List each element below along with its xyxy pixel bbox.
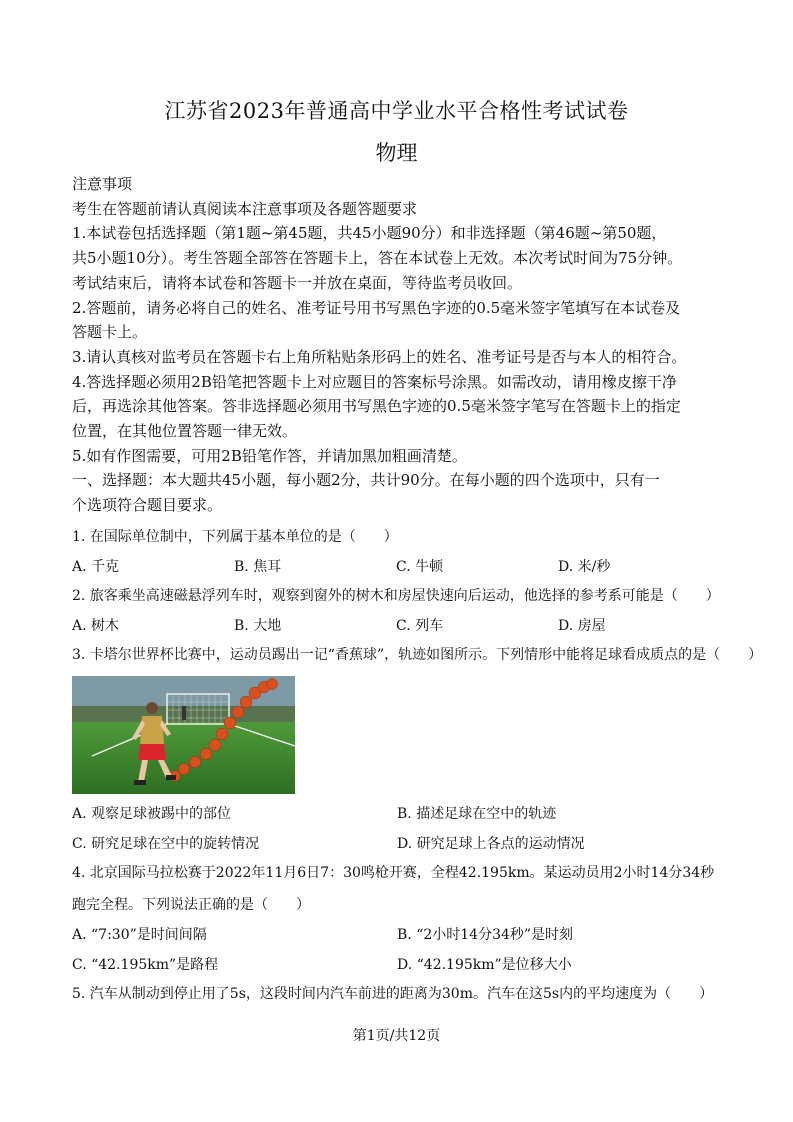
notes-line-10: 5.如有作图需要，可用2B铅笔作答，并请加黑加粗画清楚。 — [72, 446, 467, 465]
question-3-option-a[interactable]: A. 观察足球被踢中的部位 — [72, 805, 232, 822]
question-3-option-d[interactable]: D. 研究足球上各点的运动情况 — [397, 835, 585, 852]
notes-line-6: 3.请认真核对监考员在答题卡右上角所粘贴条形码上的姓名、准考证号是否与本人的相符合。 — [72, 347, 687, 366]
page-footer: 第1页/共12页 — [352, 1028, 441, 1044]
question-1-option-b[interactable]: B. 焦耳 — [234, 558, 282, 575]
notes-line-1: 1.本试卷包括选择题（第1题~第45题，共45小题90分）和非选择题（第46题~第50题， — [72, 224, 667, 243]
notes-line-4: 2.答题前，请务必将自己的姓名、准考证号用书写黑色字迹的0.5毫米签字笔填写在本试卷及 — [72, 298, 681, 317]
question-4-options-row-2 — [72, 955, 727, 975]
notes-line-9: 位置，在其他位置答题一律无效。 — [72, 422, 298, 441]
question-3-stem: 3. 卡塔尔世界杯比赛中，运动员踢出一记“香蕉球”，轨迹如图所示。下列情形中能将足球看成质点的是（ ） — [72, 646, 763, 663]
question-4-stem-line-1: 4. 北京国际马拉松赛于2022年11月6日7：30鸣枪开赛，全程42.195km。某运动员用2小时14分34秒 — [72, 864, 715, 881]
question-1-stem: 1. 在国际单位制中，下列属于基本单位的是（ ） — [72, 528, 398, 545]
notes-heading: 注意事项 — [72, 175, 133, 193]
question-2-options — [72, 616, 727, 636]
question-2-option-d[interactable]: D. 房屋 — [558, 617, 606, 634]
question-4-stem-line-2: 跑完全程。下列说法正确的是（ ） — [72, 896, 310, 913]
question-1-option-d[interactable]: D. 米/秒 — [558, 558, 611, 575]
question-5-stem: 5. 汽车从制动到停止用了5s，这段时间内汽车前进的距离为30m。汽车在这5s内的平均速度为（ ） — [72, 985, 714, 1002]
section-heading-line-1: 一、选择题：本大题共45小题，每小题2分，共计90分。在每小题的四个选项中，只有一 — [72, 471, 660, 490]
notes-line-2: 共5小题10分）。考生答题全部答在答题卡上，答在本试卷上无效。本次考试时间为75分钟。 — [72, 249, 683, 268]
notes-line-5: 答题卡上。 — [72, 323, 148, 342]
question-4-options-row-1 — [72, 925, 727, 945]
exam-title: 江苏省2023年普通高中学业水平合格性考试试卷 — [164, 99, 629, 123]
question-1-options — [72, 557, 727, 577]
question-3-option-b[interactable]: B. 描述足球在空中的轨迹 — [397, 805, 557, 822]
question-4-option-d[interactable]: D. “42.195km”是位移大小 — [397, 956, 572, 973]
question-4-option-b[interactable]: B. “2小时14分34秒”是时刻 — [397, 926, 574, 943]
notes-intro: 考生在答题前请认真阅读本注意事项及各题答题要求 — [72, 199, 418, 218]
banana-kick-photo — [72, 676, 295, 794]
question-2-option-b[interactable]: B. 大地 — [234, 617, 282, 634]
question-3-option-c[interactable]: C. 研究足球在空中的旋转情况 — [72, 835, 260, 852]
notes-line-8: 后，再选涂其他答案。答非选择题必须用书写黑色字迹的0.5毫米签字笔写在答题卡上的指定 — [72, 397, 681, 416]
question-2-stem: 2. 旅客乘坐高速磁悬浮列车时，观察到窗外的树木和房屋快速向后运动，他选择的参考系可能是（ ） — [72, 587, 720, 604]
section-heading-line-2: 个选项符合题目要求。 — [72, 496, 223, 515]
subject-title: 物理 — [375, 141, 418, 165]
question-4-option-a[interactable]: A. “7:30”是时间间隔 — [72, 926, 207, 943]
question-3-options-row-1 — [72, 804, 727, 824]
exam-content — [72, 172, 763, 1004]
question-2-option-a[interactable]: A. 树木 — [72, 617, 120, 634]
question-1-option-c[interactable]: C. 牛顿 — [396, 558, 444, 575]
question-4-option-c[interactable]: C. “42.195km”是路程 — [72, 956, 219, 973]
question-2-option-c[interactable]: C. 列车 — [396, 617, 444, 634]
question-1-option-a[interactable]: A. 千克 — [72, 558, 120, 575]
question-3-options-row-2 — [72, 834, 727, 854]
notes-line-7: 4.答选择题必须用2B铅笔把答题卡上对应题目的答案标号涂黑。如需改动，请用橡皮擦干净 — [72, 372, 677, 391]
notes-line-3: 考试结束后，请将本试卷和答题卡一并放在桌面，等待监考员收回。 — [72, 273, 523, 292]
